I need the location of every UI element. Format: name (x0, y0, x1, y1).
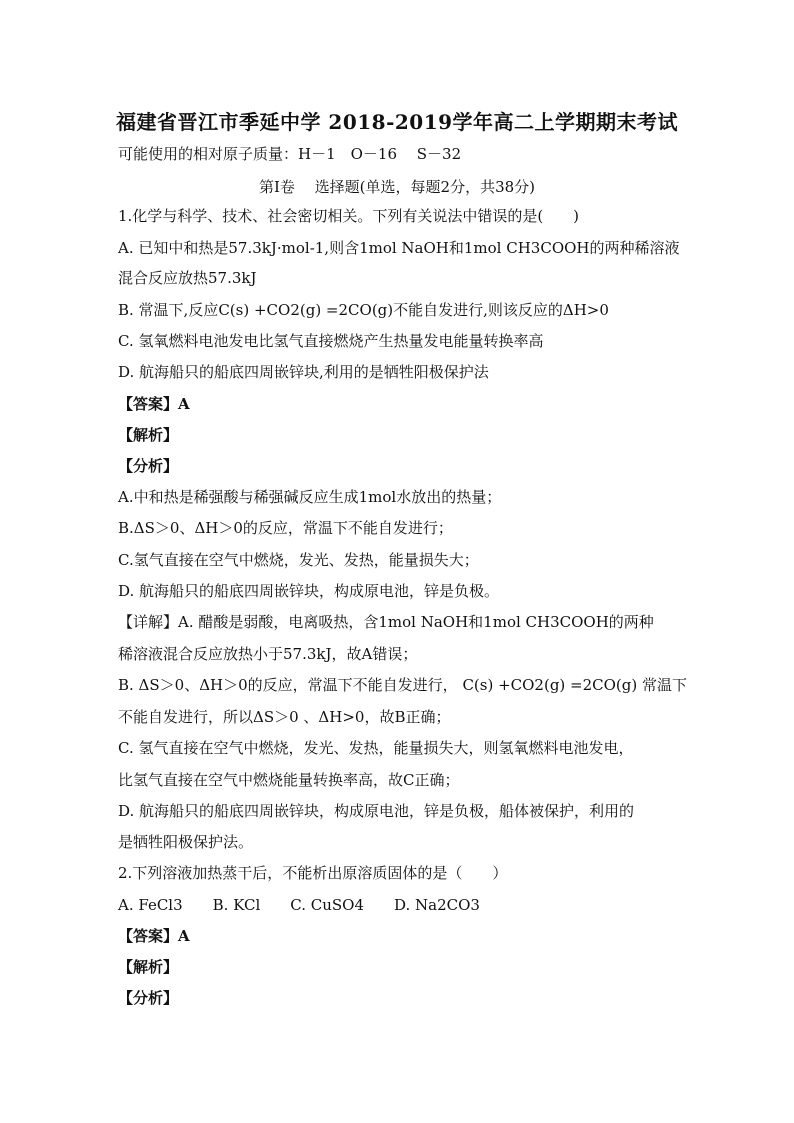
q1-stem: 1.化学与科学、技术、社会密切相关。下列有关说法中错误的是( ) (118, 207, 580, 225)
q1-detail-b-line1: B. ΔS＞0、ΔH＞0的反应，常温下不能自发进行， C(s) +CO2(g) =2CO(g) 常温下 (118, 676, 688, 694)
q2-jiexi: 【解析】 (118, 958, 179, 976)
q1-detail-b-line2: 不能自发进行，所以ΔS＞0 、ΔH>0，故B正确； (118, 708, 451, 726)
q1-detail-a-line2: 稀溶液混合反应放热小于57.3kJ，故A错误； (118, 645, 418, 663)
q1-answer: 【答案】A (118, 395, 190, 413)
q1-analysis-d: D. 航海船只的船底四周嵌锌块，构成原电池，锌是负极。 (118, 582, 500, 600)
q2-answer: 【答案】A (118, 927, 190, 945)
q1-option-a-line1: A. 已知中和热是57.3kJ·mol-1,则含1mol NaOH和1mol CH3COOH的两种稀溶液 (118, 239, 680, 257)
q1-detail-c-line1: C. 氢气直接在空气中燃烧，发光、发热，能量损失大，则氢氧燃料电池发电， (118, 739, 634, 757)
section-header: 第Ⅰ卷 选择题(单选，每题2分，共38分) (258, 178, 536, 196)
q1-analysis-b: B.ΔS＞0、ΔH＞0的反应，常温下不能自发进行； (118, 519, 453, 537)
q1-option-c: C. 氢氧燃料电池发电比氢气直接燃烧产生热量发电能量转换率高 (118, 332, 544, 350)
exam-title: 福建省晋江市季延中学 2018-2019学年高二上学期期末考试 (115, 110, 679, 134)
q2-fenxi: 【分析】 (118, 989, 179, 1007)
atomic-mass-line: 可能使用的相对原子质量：H－1 O－16 S－32 (118, 145, 462, 163)
q1-detail-c-line2: 比氢气直接在空气中燃烧能量转换率高，故C正确； (118, 771, 460, 789)
q1-detail-a-line1: 【详解】A. 醋酸是弱酸，电离吸热，含1mol NaOH和1mol CH3COOH的两种 (118, 613, 654, 631)
q1-option-b: B. 常温下,反应C(s) +CO2(g) =2CO(g)不能自发进行,则该反应的ΔH>0 (118, 301, 609, 319)
q2-options: A. FeCl3 B. KCl C. CuSO4 D. Na2CO3 (118, 896, 480, 914)
q1-jiexi: 【解析】 (118, 426, 179, 444)
q1-detail-d-line1: D. 航海船只的船底四周嵌锌块，构成原电池，锌是负极，船体被保护，利用的 (118, 802, 635, 820)
q2-stem: 2.下列溶液加热蒸干后，不能析出原溶质固体的是（ ） (118, 864, 508, 882)
q1-option-a-line2: 混合反应放热57.3kJ (118, 269, 257, 287)
q1-analysis-c: C.氢气直接在空气中燃烧，发光、发热，能量损失大； (118, 551, 479, 569)
q1-option-d: D. 航海船只的船底四周嵌锌块,利用的是牺牲阳极保护法 (118, 363, 489, 381)
q1-detail-d-line2: 是牺牲阳极保护法。 (118, 833, 254, 851)
q1-fenxi: 【分析】 (118, 457, 179, 475)
q1-analysis-a: A.中和热是稀强酸与稀强碱反应生成1mol水放出的热量； (118, 488, 502, 506)
